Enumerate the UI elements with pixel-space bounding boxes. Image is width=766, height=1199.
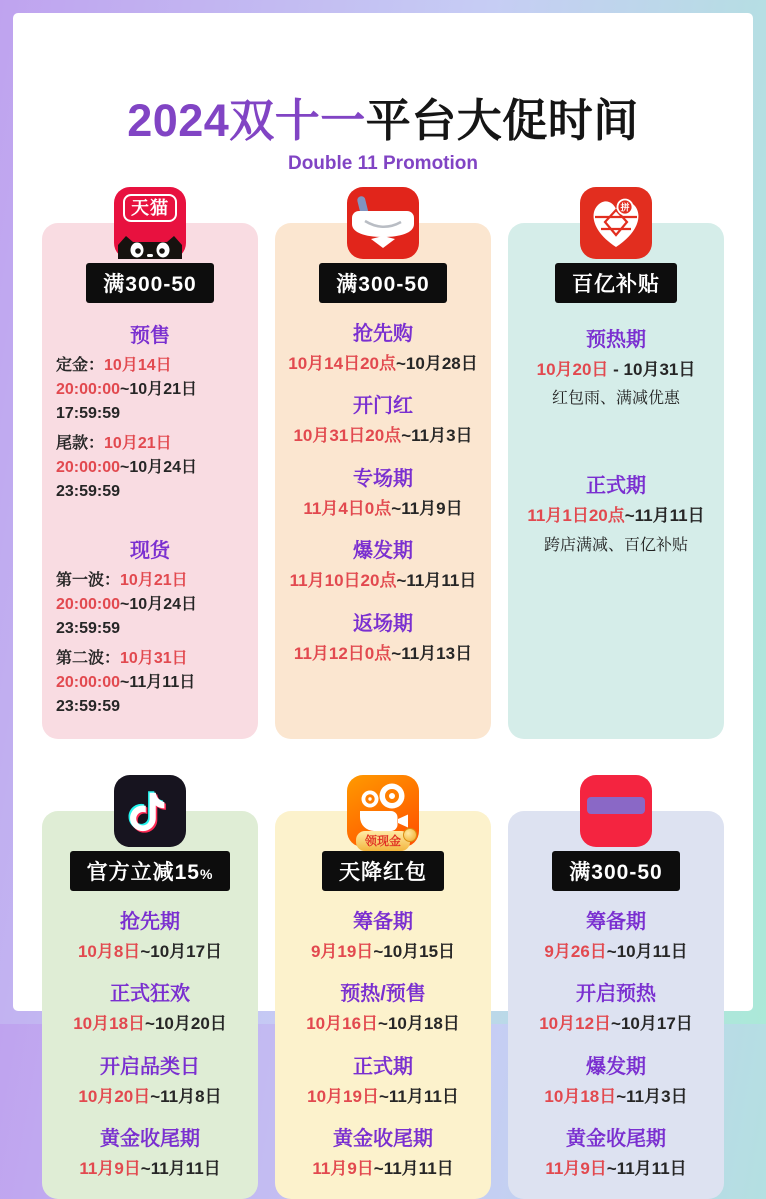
promo-phase: [50, 977, 250, 1037]
phase-dates: 11月4日0点~11月9日: [303, 498, 463, 518]
promo-phase: [50, 1050, 250, 1110]
jd-logo: [347, 187, 419, 259]
phase-dates: 10月14日20点~10月28日: [288, 353, 478, 373]
page-title: [13, 95, 753, 147]
phase-dates: 10月20日 - 10月31日: [536, 359, 696, 379]
phase-dates: 10月19日~11月11日: [307, 1086, 459, 1106]
phase-dates: 10月18日~10月20日: [73, 1014, 227, 1034]
platform-grid: [42, 197, 724, 1199]
kuaishou-logo: [347, 775, 419, 847]
phase-title: 现货: [130, 539, 170, 562]
platform-card-pinduoduo: [508, 202, 724, 739]
promo-badge: 天降红包: [322, 851, 444, 891]
phase-note: 红包雨、满减优惠: [551, 390, 680, 408]
promo-phase: [516, 905, 716, 965]
phase-title: 爆发期: [353, 540, 413, 563]
phase-title: 正式期: [586, 475, 646, 498]
promo-badge: 满300-50: [319, 263, 446, 303]
phase-note: 跨店满减、百亿补贴: [543, 536, 688, 554]
promo-phase: [516, 469, 716, 558]
phase-title: 正式狂欢: [110, 983, 190, 1006]
phase-title: 抢先购: [353, 322, 413, 345]
promo-phase: [283, 607, 483, 667]
coin-icon: [403, 828, 417, 842]
promo-badge: 满300-50: [552, 851, 679, 891]
phase-list: [516, 905, 716, 1182]
title-highlight: 2024双十一: [127, 95, 366, 146]
phase-list: [50, 905, 250, 1182]
phase-dates: 第二波：10月31日20:00:00~11月11日23:59:59: [56, 649, 196, 715]
phase-title: 筹备期: [353, 910, 413, 933]
phase-dates: 10月18日~11月3日: [544, 1086, 688, 1106]
phase-dates: 9月19日~10月15日: [310, 941, 456, 961]
promo-phase: [283, 389, 483, 449]
phase-title: 爆发期: [586, 1055, 646, 1078]
phase-dates: 10月31日20点~11月3日: [293, 426, 473, 446]
promo-phase: [56, 319, 244, 504]
promo-phase: [283, 977, 483, 1037]
promo-badge: 百亿补贴: [555, 263, 677, 303]
title-rest: 平台大促时间: [365, 95, 639, 146]
promo-phase: [283, 534, 483, 594]
phase-dates: 9月26日~10月11日: [544, 941, 688, 961]
svg-text:拼: 拼: [620, 202, 630, 213]
phase-dates: 定金：10月14日20:00:00~10月21日17:59:59: [56, 356, 197, 422]
tmall-logo: 天猫: [114, 187, 186, 259]
phase-dates: 11月9日~11月11日: [545, 1159, 687, 1179]
phase-title: 黄金收尾期: [100, 1128, 200, 1151]
promo-phase: [283, 905, 483, 965]
phase-list: [516, 323, 716, 558]
promo-badge: 满300-50: [86, 263, 213, 303]
promo-phase: [283, 1122, 483, 1182]
redacted-band: [587, 797, 645, 814]
phase-title: 返场期: [353, 612, 413, 635]
promo-phase: [516, 977, 716, 1037]
platform-card-kuaishou: [275, 811, 491, 1199]
phase-title: 抢先期: [120, 910, 180, 933]
phase-title: 黄金收尾期: [333, 1128, 433, 1151]
poster-frame: [13, 13, 753, 1179]
phase-title: 正式期: [353, 1055, 413, 1078]
phase-title: 预售: [130, 324, 170, 347]
phase-title: 筹备期: [586, 910, 646, 933]
phase-title: 开门红: [353, 395, 413, 418]
promo-phase: [516, 323, 716, 412]
page-subtitle: Double 11 Promotion: [287, 152, 479, 174]
phase-dates: 11月9日~11月11日: [79, 1159, 221, 1179]
phase-list: [50, 319, 250, 719]
phase-dates: 尾款：10月21日20:00:00~10月24日23:59:59: [56, 434, 197, 500]
promo-phase: [283, 1050, 483, 1110]
phase-title: 预热/预售: [340, 983, 426, 1006]
phase-title: 预热期: [586, 328, 646, 351]
promo-badge: 官方立减15%: [70, 851, 231, 891]
promo-phase: [283, 462, 483, 522]
phase-dates: 11月9日~11月11日: [312, 1159, 454, 1179]
promo-phase: [516, 1122, 716, 1182]
phase-list: [283, 905, 483, 1182]
phase-dates: 10月16日~10月18日: [306, 1014, 460, 1034]
promo-phase: [50, 905, 250, 965]
phase-dates: 第一波：10月21日20:00:00~10月24日23:59:59: [56, 571, 197, 637]
redacted-logo: [580, 775, 652, 847]
kuaishou-cash-tag: 领现金: [356, 831, 410, 851]
phase-title: 专场期: [353, 467, 413, 490]
platform-card-douyin: [42, 811, 258, 1199]
phase-dates: 10月8日~10月17日: [77, 941, 223, 961]
phase-dates: 10月12日~10月17日: [539, 1014, 693, 1034]
platform-card-jd: [275, 223, 491, 739]
platform-card-tmall: [42, 197, 258, 739]
pinduoduo-logo: [580, 187, 652, 259]
phase-title: 开启品类日: [100, 1055, 200, 1078]
promo-phase: [283, 317, 483, 377]
douyin-logo: [114, 775, 186, 847]
phase-title: 开启预热: [576, 983, 656, 1006]
phase-dates: 11月10日20点~11月11日: [289, 571, 477, 591]
platform-card-redacted: [508, 811, 724, 1199]
promo-phase: [516, 1050, 716, 1110]
phase-dates: 11月1日20点~11月11日: [527, 506, 705, 526]
phase-dates: 11月12日0点~11月13日: [293, 643, 473, 663]
promo-phase: [50, 1122, 250, 1182]
promo-phase: [56, 534, 244, 719]
phase-title: 黄金收尾期: [566, 1128, 666, 1151]
phase-list: [283, 317, 483, 667]
phase-dates: 10月20日~11月8日: [78, 1086, 222, 1106]
